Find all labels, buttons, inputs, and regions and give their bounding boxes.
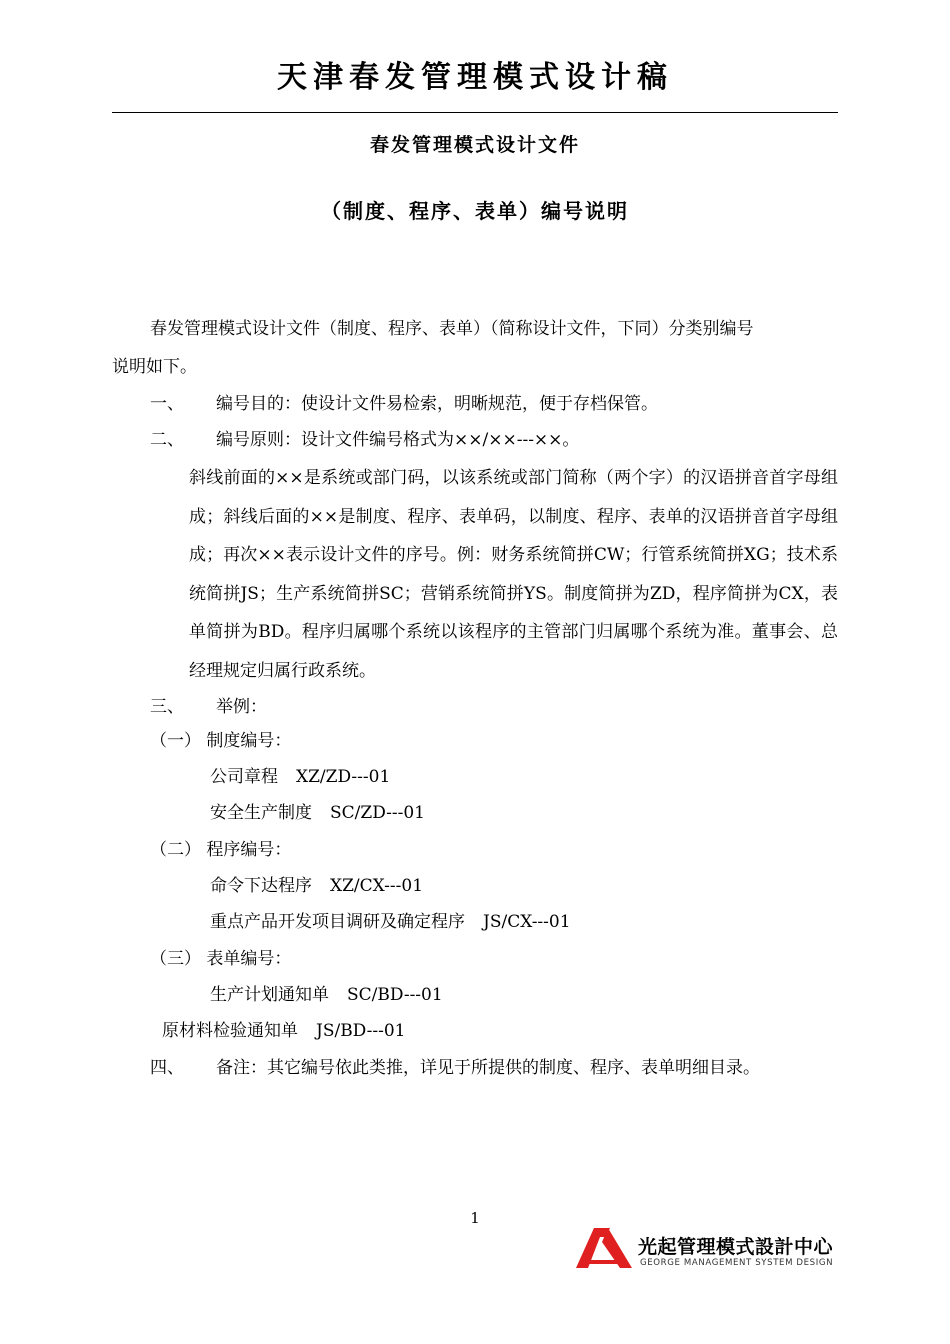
section-text: 举例： [216, 697, 267, 717]
section-text: 编号目的：使设计文件易检索，明晰规范，便于存档保管。 [216, 394, 658, 414]
example-item [210, 912, 571, 932]
logo-a-mark-icon [576, 1228, 632, 1268]
principle-detail: 斜线前面的××是系统或部门码，以该系统或部门简称（两个字）的汉语拼音首字母组成；斜线后面的××是制度、程序、表单码，以制度、程序、表单的汉语拼音首字母组成；再次××表示设计文件的序号。例：财务系统简拼CW；行管系统简拼XG；技术系统简拼JS；生产系统简拼SC；营销系统简拼YS。制度简拼为ZD，程序简拼为CX，表单简拼为BD。程序归属哪个系统以该程序的主管部门归属哪个系统为准。董事会、总经理规定归属行政系统。 [189, 468, 838, 681]
section-number: 四、 [150, 1058, 184, 1078]
example-group-label: （二） 程序编号： [150, 840, 292, 860]
section-3 [150, 697, 267, 717]
page-number: 1 [470, 1209, 480, 1227]
example-item [162, 1021, 406, 1041]
section-2 [150, 430, 579, 450]
example-code: XZ/CX---01 [330, 876, 424, 896]
header-divider [112, 112, 838, 113]
example-item [210, 803, 425, 823]
example-code: SC/BD---01 [347, 985, 443, 1005]
intro-line-2: 说明如下。 [112, 357, 197, 377]
example-item [210, 767, 390, 787]
example-name: 重点产品开发项目调研及确定程序 [210, 912, 465, 932]
example-group-label: （三） 表单编号： [150, 949, 292, 969]
header-title: 天津春发管理模式设计稿 [277, 60, 673, 95]
example-code: SC/ZD---01 [330, 803, 426, 823]
logo-english-name: GEORGE MANAGEMENT SYSTEM DESIGN [640, 1258, 834, 1268]
section-text: 备注：其它编号依此类推，详见于所提供的制度、程序、表单明细目录。 [216, 1058, 760, 1078]
example-name: 命令下达程序 [210, 876, 312, 896]
section-text: 编号原则：设计文件编号格式为××/××---××。 [216, 430, 580, 450]
section-1 [150, 394, 658, 414]
document-subtitle: （制度、程序、表单）编号说明 [321, 199, 629, 223]
example-item [210, 876, 423, 896]
section-number: 三、 [150, 697, 184, 717]
example-code: JS/BD---01 [316, 1021, 406, 1041]
logo-chinese-name: 光起管理模式設計中心 [638, 1236, 834, 1258]
example-name: 公司章程 [210, 767, 278, 787]
example-code: XZ/ZD---01 [296, 767, 391, 787]
section-number: 二、 [150, 430, 184, 450]
example-group-label: （一） 制度编号： [150, 731, 292, 751]
example-code: JS/CX---01 [483, 912, 571, 932]
intro-line-1: 春发管理模式设计文件（制度、程序、表单）（简称设计文件，下同）分类别编号 [150, 319, 754, 339]
example-item [210, 985, 443, 1005]
section-4 [150, 1058, 760, 1078]
example-name: 原材料检验通知单 [162, 1021, 298, 1041]
section-number: 一、 [150, 394, 184, 414]
example-name: 安全生产制度 [210, 803, 312, 823]
document-title: 春发管理模式设计文件 [369, 134, 580, 156]
company-logo [576, 1228, 838, 1270]
example-name: 生产计划通知单 [210, 985, 329, 1005]
